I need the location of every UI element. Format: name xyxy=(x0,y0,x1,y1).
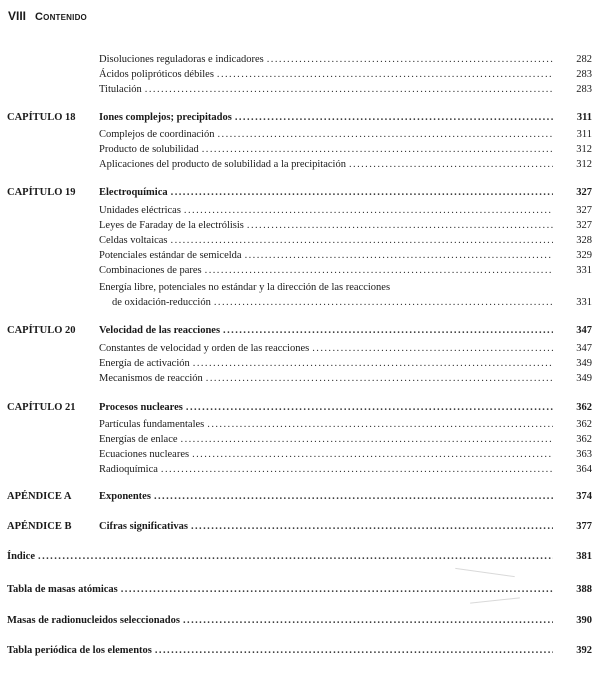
page-ref: 390 xyxy=(576,615,592,626)
page-ref: 312 xyxy=(576,144,592,155)
backmatter-entry xyxy=(0,583,600,597)
chapter-title: Iones complejos; precipitados xyxy=(99,112,232,123)
appendix-label: APÉNDICE A xyxy=(7,491,72,502)
chapter-heading xyxy=(0,186,600,200)
page-ref: 364 xyxy=(576,464,592,475)
chapter-heading xyxy=(0,401,600,415)
toc-entry: Partículas fundamentales . . . 362 xyxy=(0,418,600,432)
page-ref: 311 xyxy=(576,129,592,140)
page-ref: 349 xyxy=(576,358,592,369)
toc-entry: Radioquímica . . . 364 xyxy=(0,463,600,477)
toc-entry: Celdas voltaicas . . . 328 xyxy=(0,234,600,248)
appendix-title: Exponentes xyxy=(99,491,151,502)
toc-entry: Producto de solubilidad . . . 312 xyxy=(0,143,600,157)
page-ref: 329 xyxy=(576,250,592,261)
page-ref: 327 xyxy=(576,220,592,231)
appendix-heading xyxy=(0,490,600,504)
page-ref: 347 xyxy=(576,343,592,354)
chapter-label: CAPÍTULO 19 xyxy=(7,187,76,198)
chapter-title: Velocidad de las reacciones xyxy=(99,325,221,336)
page-ref: 328 xyxy=(576,235,592,246)
page-ref: 283 xyxy=(576,69,592,80)
toc-entry: Energías de enlace . . . 362 xyxy=(0,433,600,447)
page-ref: 283 xyxy=(576,84,592,95)
page-ref: 349 xyxy=(576,373,592,384)
periodic-table-title: Tabla periódica de los elementos xyxy=(7,645,152,656)
chapter-label: CAPÍTULO 20 xyxy=(7,325,76,336)
appendix-title: Cifras significativas xyxy=(99,521,188,532)
page-ref: 327 xyxy=(576,187,592,198)
appendix-heading xyxy=(0,520,600,534)
radionuclides-title: Masas de radionucleidos seleccionados xyxy=(7,615,180,626)
scan-mark xyxy=(455,568,515,577)
backmatter-entry xyxy=(0,550,600,564)
page-number-label: VIII xyxy=(8,9,27,23)
toc-entry-line1: Energía libre, potenciales no estándar y la dirección de las reacciones xyxy=(99,282,391,293)
atomic-masses-title: Tabla de masas atómicas xyxy=(7,584,118,595)
backmatter-entry xyxy=(0,644,600,658)
page-ref: 381 xyxy=(576,551,592,562)
index-title: Índice xyxy=(7,551,36,562)
chapter-label: CAPÍTULO 21 xyxy=(7,402,76,413)
page-ref: 331 xyxy=(576,297,592,308)
page-ref: 311 xyxy=(576,112,592,123)
toc-entry: Ácidos polipróticos débiles . . . 283 xyxy=(0,68,600,82)
page-ref: 331 xyxy=(576,265,592,276)
page-ref: 374 xyxy=(576,491,592,502)
toc-entry: Constantes de velocidad y orden de las reacciones . . . 347 xyxy=(0,342,600,356)
toc-entry: Ecuaciones nucleares . . . 363 xyxy=(0,448,600,462)
running-title: Contenido xyxy=(35,11,87,23)
page-ref: 392 xyxy=(576,645,592,656)
chapter-label: CAPÍTULO 18 xyxy=(7,112,76,123)
toc-entry: Mecanismos de reacción . . . 349 xyxy=(0,372,600,386)
toc-entry: Disoluciones reguladoras e indicadores . . . 282 xyxy=(0,53,600,67)
page-ref: 377 xyxy=(576,521,592,532)
toc-entry: Titulación . . . 283 xyxy=(0,83,600,97)
page-ref: 362 xyxy=(576,402,592,413)
page-ref: 347 xyxy=(576,325,592,336)
chapter-title: Electroquímica xyxy=(99,187,168,198)
toc-entry-line2: de oxidación-reducción . . . 331 xyxy=(0,296,600,310)
toc-entry: Unidades eléctricas . . . 327 xyxy=(0,204,600,218)
page-ref: 362 xyxy=(576,419,592,430)
chapter-heading xyxy=(0,324,600,338)
chapter-title: Procesos nucleares xyxy=(99,402,183,413)
toc-entry: Aplicaciones del producto de solubilidad a la precipitación . . . 312 xyxy=(0,158,600,172)
scan-mark xyxy=(470,597,520,603)
page-ref: 388 xyxy=(576,584,592,595)
toc-entry: Energía de activación . . . 349 xyxy=(0,357,600,371)
toc-entry: Complejos de coordinación . . . 311 xyxy=(0,128,600,142)
chapter-heading xyxy=(0,111,600,125)
toc-entry: Potenciales estándar de semicelda . . . 329 xyxy=(0,249,600,263)
page-ref: 327 xyxy=(576,205,592,216)
toc-entry: Combinaciones de pares . . . 331 xyxy=(0,264,600,278)
appendix-label: APÉNDICE B xyxy=(7,521,72,532)
page-ref: 312 xyxy=(576,159,592,170)
backmatter-entry xyxy=(0,614,600,628)
page-ref: 363 xyxy=(576,449,592,460)
page-header xyxy=(8,9,87,23)
page-ref: 282 xyxy=(576,54,592,65)
toc-entry: Leyes de Faraday de la electrólisis . . . 327 xyxy=(0,219,600,233)
page-ref: 362 xyxy=(576,434,592,445)
